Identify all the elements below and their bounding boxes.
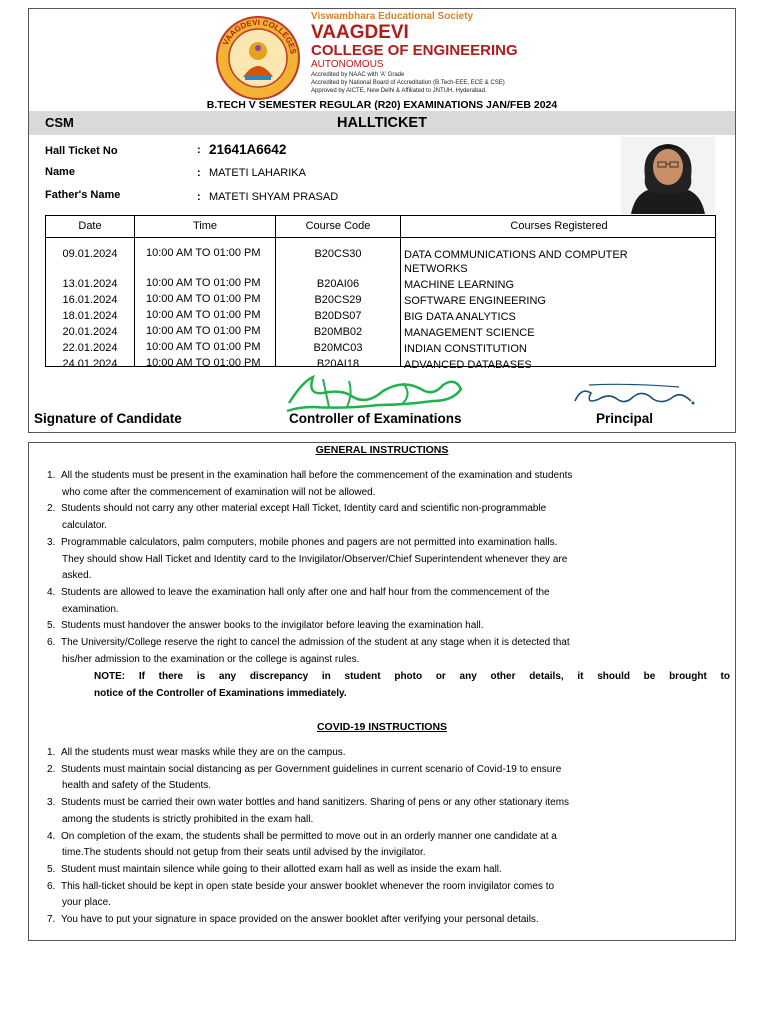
title-bar	[29, 111, 735, 135]
course-code: B20CS30	[314, 248, 362, 260]
college-subtitle: COLLEGE OF ENGINEERING	[311, 42, 518, 59]
instruction-number: 4.	[47, 586, 56, 598]
instruction-text: health and safety of the Students.	[62, 780, 211, 792]
logo-seal-text	[215, 15, 301, 101]
hallticket-heading: HALLTICKET	[337, 115, 427, 131]
exam-date: 16.01.2024	[62, 294, 118, 306]
approval-text: Approved by AICTE, New Delhi & Affiliated to JNTUH, Hyderabad.	[311, 88, 487, 94]
student-photo	[621, 137, 715, 214]
course-name: SOFTWARE ENGINEERING	[404, 295, 546, 307]
exam-time: 10:00 AM TO 01:00 PM	[146, 325, 261, 337]
principal-signature	[569, 379, 699, 411]
column-header-courses: Courses Registered	[510, 220, 608, 232]
exam-schedule-table	[45, 215, 716, 371]
instruction-number: 1.	[47, 470, 56, 481]
instruction-number: 1.	[47, 747, 56, 758]
father-name-label: Father's Name	[45, 189, 121, 201]
exam-date: 18.01.2024	[62, 310, 118, 322]
instruction-text: asked.	[62, 570, 92, 582]
instruction-text: Students must handover the answer books to the invigilator before leaving the examination hall.	[61, 620, 484, 632]
instruction-number: 5.	[47, 863, 56, 875]
society-name: Viswambhara Educational Society	[311, 11, 474, 22]
instruction-text: They should show Hall Ticket and Identity card to the Invigilator/Observer/Chief Superintendent whenever they are	[62, 553, 568, 565]
course-code: B20AI18	[316, 358, 360, 370]
principal-signature-label: Principal	[596, 411, 654, 426]
colon: :	[197, 167, 201, 179]
hall-ticket-label: Hall Ticket No	[45, 145, 118, 157]
branch-code: CSM	[45, 115, 74, 130]
exam-date: 20.01.2024	[62, 326, 118, 338]
instruction-text: your place.	[62, 897, 111, 909]
exam-title: B.TECH V SEMESTER REGULAR (R20) EXAMINATIONS JAN/FEB 2024	[206, 99, 558, 111]
controller-signature-label: Controller of Examinations	[289, 411, 462, 426]
instruction-number: 6.	[47, 637, 56, 648]
instruction-number: 2.	[47, 763, 56, 775]
college-brand	[311, 11, 518, 95]
instruction-text: The University/College reserve the right to cancel the admission of the student at any stage when it is detected that	[61, 637, 570, 648]
instruction-number: 3.	[47, 797, 56, 809]
instruction-text: who come after the commencement of examination will not be allowed.	[62, 486, 376, 498]
course-name: ADVANCED DATABASES	[404, 359, 532, 371]
colon: :	[197, 144, 201, 156]
instruction-text: You have to put your signature in space provided on the answer booklet after verifying your personal details.	[61, 914, 539, 925]
controller-signature	[283, 371, 469, 415]
instruction-item	[47, 535, 627, 585]
instruction-item	[47, 585, 627, 618]
exam-date: 09.01.2024	[62, 248, 118, 260]
exam-time: 10:00 AM TO 01:00 PM	[146, 357, 261, 369]
instruction-item	[47, 762, 627, 795]
hall-ticket	[28, 8, 736, 433]
course-code: B20MB02	[313, 326, 363, 338]
exam-date: 24.01.2024	[62, 358, 118, 370]
instruction-item	[47, 745, 627, 762]
college-name: VAAGDEVI	[311, 22, 409, 43]
instruction-item	[47, 635, 627, 668]
accreditation-nba: Accredited by National Board of Accreditation (B.Tech-EEE, ECE & CSE)	[311, 80, 505, 86]
course-name: BIG DATA ANALYTICS	[404, 311, 516, 323]
instructions-box	[28, 442, 736, 941]
instruction-item	[47, 862, 627, 879]
colon: :	[197, 191, 201, 203]
exam-time: 10:00 AM TO 01:00 PM	[146, 277, 261, 289]
instruction-item	[47, 795, 627, 828]
father-name: MATETI SHYAM PRASAD	[209, 191, 339, 203]
instruction-text: time.The students should not getup from their seats until advised by the invigilator.	[62, 847, 426, 859]
instruction-number: 6.	[47, 880, 56, 892]
instruction-item	[47, 618, 627, 635]
instruction-text: All the students must be present in the examination hall before the commencement of the examination and students	[61, 470, 573, 481]
general-instructions-title: GENERAL INSTRUCTIONS	[315, 444, 449, 456]
instruction-text: Students must be carried their own water bottles and hand sanitizers. Sharing of pens or any other stationary items	[61, 797, 570, 809]
instruction-item	[47, 829, 627, 862]
course-name: INDIAN CONSTITUTION	[404, 343, 527, 355]
exam-time: 10:00 AM TO 01:00 PM	[146, 309, 261, 321]
instruction-text: examination.	[62, 603, 119, 615]
hall-ticket-number: 21641A6642	[209, 142, 287, 157]
exam-date: 22.01.2024	[62, 342, 118, 354]
column-header-time: Time	[192, 220, 218, 232]
course-code: B20DS07	[314, 310, 362, 322]
instruction-number: 5.	[47, 620, 56, 632]
course-code: B20MC03	[313, 342, 363, 354]
instruction-item	[47, 879, 627, 912]
autonomous-label: AUTONOMOUS	[311, 59, 384, 70]
instruction-number: 3.	[47, 536, 56, 548]
course-name: DATA COMMUNICATIONS AND COMPUTER NETWORKS	[404, 249, 628, 275]
instruction-text: Students must maintain social distancing as per Government guidelines in current scenario of Covid-19 to ensure	[61, 763, 562, 775]
instruction-text: calculator.	[62, 520, 108, 532]
course-code: B20CS29	[314, 294, 362, 306]
instruction-text: All the students must wear masks while they are on the campus.	[61, 747, 346, 758]
instruction-number: 2.	[47, 503, 56, 515]
instruction-item	[47, 468, 627, 501]
exam-time: 10:00 AM TO 01:00 PM	[146, 293, 261, 305]
column-header-date: Date	[78, 220, 102, 232]
exam-date: 13.01.2024	[62, 278, 118, 290]
instruction-number: 7.	[47, 914, 56, 925]
instruction-text: This hall-ticket should be kept in open state beside your answer booklet whenever the room invigilator comes to	[61, 880, 555, 892]
discrepancy-note: NOTE: If there is any discrepancy in student photo or any other details, it should be brought to	[94, 671, 730, 682]
candidate-signature-label: Signature of Candidate	[34, 411, 182, 426]
exam-time: 10:00 AM TO 01:00 PM	[146, 247, 261, 259]
covid-instructions-title: COVID-19 INSTRUCTIONS	[316, 721, 448, 733]
accreditation-naac: Accredited by NAAC with 'A' Grade	[311, 72, 405, 78]
instruction-number: 4.	[47, 830, 56, 842]
course-code: B20AI06	[316, 278, 360, 290]
svg-text:VAAGDEVI COLLEGES: VAAGDEVI COLLEGES	[220, 17, 298, 55]
instruction-item	[47, 912, 627, 929]
instruction-item	[47, 501, 627, 534]
student-name: MATETI LAHARIKA	[209, 167, 306, 179]
signature-area	[29, 367, 735, 431]
name-label: Name	[45, 166, 75, 178]
column-header-course-code: Course Code	[305, 220, 371, 232]
instruction-text: Programmable calculators, palm computers, mobile phones and pagers are not permitted into examination halls.	[61, 536, 558, 548]
instruction-text: among the students is strictly prohibited in the exam hall.	[62, 813, 314, 825]
course-name: MANAGEMENT SCIENCE	[404, 327, 535, 339]
instruction-text: Students should not carry any other material except Hall Ticket, Identity card and scientific non-programmable	[61, 503, 547, 515]
course-name: MACHINE LEARNING	[404, 279, 515, 291]
instruction-text: his/her admission to the examination or the college is against rules.	[62, 653, 360, 665]
instruction-text: Students are allowed to leave the examination hall only after one and half hour from the commencement of the	[61, 586, 550, 598]
discrepancy-note-cont: notice of the Controller of Examinations immediately.	[94, 688, 347, 699]
instruction-text: On completion of the exam, the students shall be permitted to move out in an orderly manner one candidate at a	[61, 830, 557, 842]
exam-time: 10:00 AM TO 01:00 PM	[146, 341, 261, 353]
instruction-text: Student must maintain silence while going to their allotted exam hall as well as inside the exam hall.	[61, 863, 502, 875]
